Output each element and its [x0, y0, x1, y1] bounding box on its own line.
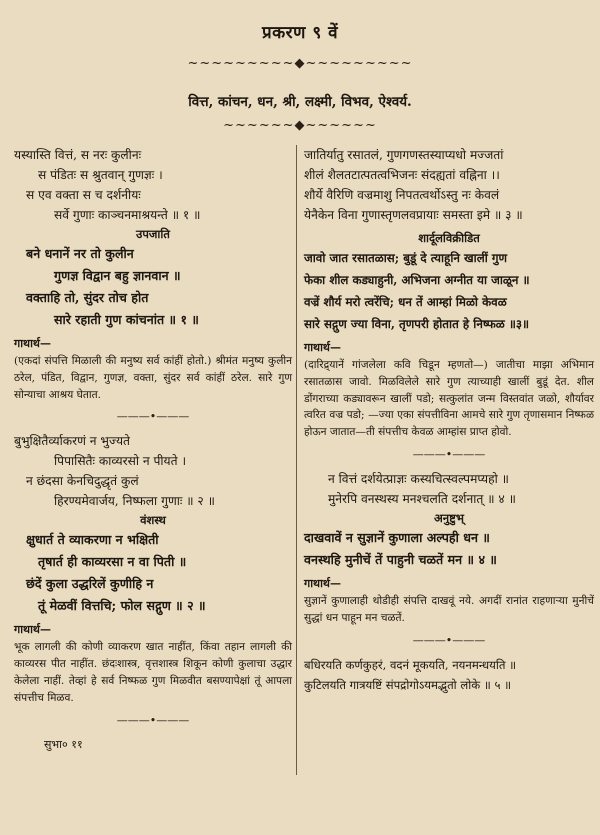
verse-line: शौर्ये वैरिणि वज्रमाशु निपतत्वर्थोऽस्तु नः केवलं — [304, 188, 500, 202]
verse-line: क्षुधार्त ते व्याकरणा न भक्षिती — [26, 532, 159, 548]
sanskrit-verse-4 — [304, 469, 594, 509]
meter-name: शार्दूलविक्रीडित — [418, 231, 480, 245]
verse-line: कुटिलयति गात्रयष्टिं संपद्रोगोऽयमद्भुतो लोके ॥ ५ ॥ — [304, 677, 512, 692]
sanskrit-verse-5 — [304, 655, 594, 695]
marathi-verse-1 — [14, 243, 292, 331]
verse-line: छंदें कुला उद्धरिलें कुणीहि न — [26, 576, 154, 592]
column-divider — [296, 145, 297, 775]
section-separator: ———•——— — [412, 447, 486, 461]
verse-line: यस्यास्ति वित्तं, स नरः कुलीनः — [14, 148, 142, 162]
marathi-verse-3 — [304, 247, 594, 335]
verse-line: बुभुक्षितैर्व्याकरणं न भुज्यते — [14, 434, 130, 449]
verse-line: स पंडितः स श्रुतवान् गुणज्ञः । — [38, 168, 163, 182]
verse-line: शीलं शैलतटात्पतत्वभिजनः संदह्यतां वह्निना ।। — [304, 168, 500, 182]
verse-line: जातिर्यातु रसातलं, गुणगणस्तस्याप्यधो मज्जतां — [304, 148, 504, 162]
verse-line: हिरण्यमेवार्जय, निष्फला गुणाः ॥ २ ॥ — [54, 494, 215, 509]
verse-line: दाखवावें न सुज्ञानें कुणाला अल्पही धन ॥ — [304, 529, 490, 545]
commentary-3: (दारिद्र्यानें गांजलेला कवि चिडून म्हणतो—) जातीचा माझा अभिमान रसातळास जावो. मिळविलेले सारे गुण त्याच्याही खालीं बुडूं देत. शील डोंगराच्या कड्यावरून खालीं पडो; सत्कुलांत जन्म विस्तवांत जळो, शौर्यावर त्वरित वज्र पडो; —ज्या एका संपत्तीविना आमचे सारे गुण तृणासमान निष्फळ होऊन जातात—ती संपत्तीच केवळ आम्हांस प्राप्त होवो. — [304, 359, 594, 439]
verse-line: तृषार्त ही काव्यरसा न वा पिती ॥ — [38, 554, 187, 570]
verse-line: तूं मेळवीं वित्तचि; फोल सद्गुण ॥ २ ॥ — [38, 598, 206, 614]
verse-line: वज्रें शौर्य मरो त्वरेंचि; धन तें आम्हां मिळो केवळ — [304, 295, 507, 309]
gatha-label: गाथार्थ— — [14, 337, 51, 350]
marathi-verse-2 — [14, 529, 292, 617]
verse-line: सारे सद्गुण ज्या विना, तृणपरी होतात हे निष्फळ ॥३॥ — [304, 317, 530, 331]
section-separator: ———•——— — [412, 633, 486, 647]
ornament-divider-top: ~~~~~~~~~◆~~~~~~~~~ — [187, 56, 413, 71]
page-footer-reference: सुभा० ११ — [44, 737, 83, 751]
verse-line: वक्ताहि तो, सुंदर तोच होत — [26, 290, 149, 305]
section-separator: ———•——— — [116, 713, 190, 727]
verse-line: सारे रहाती गुण कांचनांत ॥ १ ॥ — [54, 312, 199, 327]
chapter-subtitle: वित्त, कांचन, धन, श्री, लक्ष्मी, विभव, ऐश्वर्य. — [188, 94, 412, 110]
gatha-label: गाथार्थ— — [304, 576, 341, 590]
verse-line: येनैकेन विना गुणास्तृणलवप्रायाः समस्ता इमे ॥ ३ ॥ — [304, 208, 523, 222]
verse-line: सर्वे गुणाः काञ्चनमाश्रयन्ते ॥ १ ॥ — [54, 208, 201, 222]
meter-name: अनुष्टुभ् — [434, 510, 464, 525]
meter-name: उपजाति — [136, 227, 170, 241]
right-column — [304, 145, 594, 825]
sanskrit-verse-1 — [14, 145, 292, 225]
verse-line: न छंदसा केनचिदुद्धृतं कुलं — [26, 474, 139, 489]
verse-line: स एव वक्ता स च दर्शनीयः — [26, 188, 141, 202]
left-column — [14, 145, 292, 825]
verse-line: पिपासितैः काव्यरसो न पीयते । — [54, 454, 187, 469]
commentary-2: भूक लागली की कोणी व्याकरण खात नाहींत, किंवा तहान लागली की काव्यरस पीत नाहींत. छंदःशास्त्र, वृत्तशास्त्र शिकून कोणी कुलाचा उद्धार केलेला नाहीं. तेव्हां हे सर्व निष्फळ गुण मिळवीत बसण्यापेक्षां तूं आपला संपत्तीच मिळव. — [14, 641, 292, 704]
commentary-1: (एकदां संपत्ति मिळाली की मनुष्य सर्व कांहीं होतो.) श्रीमंत मनुष्य कुलीन ठरेल, पंडित, विद्वान, गुणज्ञ, वक्ता, सुंदर सर्व कांहीं ठरेल. सारे गुण सोन्याचा आश्रय घेतात. — [14, 355, 292, 401]
verse-line: बधिरयति कर्णकुहरं, वदनं मूकयति, नयनमन्धयति ॥ — [304, 657, 517, 672]
verse-line: न वित्तं दर्शयेत्प्राज्ञः कस्यचित्स्वल्पमप्यहो ॥ — [328, 471, 509, 486]
section-separator: ———•——— — [116, 410, 190, 424]
verse-line: फेका शील कड्याहुनी, अभिजना अग्नीत या जाळून ॥ — [304, 273, 530, 287]
sanskrit-verse-3 — [304, 145, 594, 225]
sanskrit-verse-2 — [14, 431, 292, 511]
chapter-title: प्रकरण ९ वें — [261, 23, 339, 43]
meter-name: वंशस्थ — [140, 513, 166, 528]
verse-line: बने धनानें नर तो कुलीन — [26, 246, 134, 261]
marathi-verse-4 — [304, 527, 594, 571]
verse-line: गुणज्ञ विद्वान बहु ज्ञानवान ॥ — [54, 268, 181, 283]
gatha-label: गाथार्थ— — [14, 623, 51, 637]
verse-line: मुनेरपि वनस्थस्य मनश्चलति दर्शनात् ॥ ४ ॥ — [328, 491, 516, 506]
ornament-divider-sub: ~~~~~~◆~~~~~~ — [223, 118, 377, 133]
gatha-label: गाथार्थ— — [304, 341, 341, 354]
commentary-4: सुज्ञानें कुणालाही थोडीही संपत्ति दाखवूं नये. अगदीं रानांत राहणाऱ्या मुनीचें सुद्धां धन पाहून मन चळतें. — [304, 594, 594, 624]
verse-line: जावो जात रसातळास; बुडूं दे त्याहूनि खालीं गुण — [304, 251, 508, 265]
verse-line: वनस्थहि मुनीचें तें पाहुनी चळतें मन ॥ ४ ॥ — [304, 551, 497, 567]
